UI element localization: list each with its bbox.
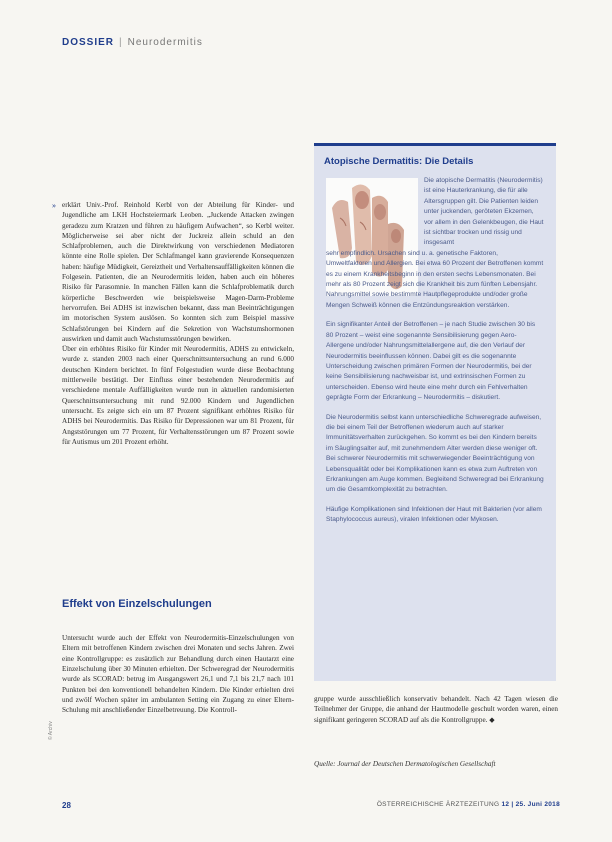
source-note: Quelle: Journal der Deutschen Dermatologischen Gesellschaft [314, 760, 496, 768]
page-footer [377, 801, 560, 808]
section-label: Neurodermitis [127, 37, 203, 48]
page-number: 28 [62, 801, 71, 810]
article-paragraph: erklärt Univ.-Prof. Reinhold Kerbl von der Abteilung für Kinder- und Jugendliche am LKH Hochsteiermark Leoben. „Juckende Attacken zwingen geradezu zum Kratzen und führen zu häufigem Aufwachen“, so Kerbl weiter. Möglicherweise sei aber nicht der Juckreiz allein schuld an den Schlafproblemen, auch die Direktwirkung von verschiedenen Mediatoren könnte eine Rolle spielen. Der Schlafmangel kann gravierende Konsequenzen haben: häufige Müdigkeit, Gereiztheit und Verhaltensauffälligkeiten können die Folgesein. Patienten, die an Neurodermitis leiden, haben auch ein höheres Risiko für Parasomnie. In manchen Fällen kann die Schlafproblematik durch körperliche Beschwerden wie beispielsweise Magen-Darm-Probleme hervorrufen. Bei ADHS ist inzwischen bekannt, dass man Beeinträchtigungen im motorischen System auslösen. So konnten sich zum Beispiel massive Schlafstörungen bei Kindern auf die Sekretion von Wachstumshormonen auswirken und damit auch Wachstumsstörungen bewirken. [62, 201, 294, 343]
article-paragraph: Über ein erhöhtes Risiko für Kinder mit Neurodermitis, ADHS zu entwickeln, wurde z. standen 2003 nach einer Querschnittsuntersuchung an rund 6.000 deutschen Kindern berichtet. In fünf Folgestudien wurde diese Beobachtung mittlerweile bestätigt. Der Einfluss einer bestehenden Neurodermitis auf verschiedene mentale Auffälligkeiten wurde nun in aktuellen randomisierten Querschnittsuntersuchung mit rund 92.000 Kindern und Jugendlichen untersucht. Es zeigte sich ein um 87 Prozent signifikant erhöhtes Risiko für ADHS bei Neurodermitis. Das Risiko für Depressionen war um 81 Prozent, für Angststörungen um 77 Prozent, für Verhaltensstörungen um 87 Prozent sowie für Autismus um 201 Prozent erhöht. [62, 345, 294, 446]
info-box-text [326, 176, 544, 526]
info-box-intro-continued: sehr empfindlich. Ursachen sind u. a. genetische Faktoren, Umweltfaktoren und Allergien. Bei etwa 60 Prozent der Betroffenen kommt es zu einem Krankheitsbeginn in den ersten sechs Lebensmonaten. Bei mehr als 80 Prozent zeigt sich die Krankheit bis zum fünften Lebensjahr. Nahrungsmittel sowie bestimmte Hautpflegeprodukte und/oder große Mengen Schweiß können die Entzündungsreaktion verstärken. [326, 249, 544, 309]
dossier-label: DOSSIER [62, 37, 115, 48]
info-box-intro: Die atopische Dermatitis (Neurodermitis) ist eine Hauterkrankung, die für alle Altersgruppen gilt. Die Patienten leiden unter juckenden, geröteten Ekzemen, vor allem in den Gelenkbeugen, die Haut ist sichtbar trocken und rissig und insgesamt [424, 177, 544, 247]
left-column-lower [62, 626, 294, 723]
issue-label: 12 | 25. Juni 2018 [501, 801, 560, 808]
info-box-paragraph: Ein signifikanter Anteil der Betroffenen – je nach Studie zwischen 30 bis 80 Prozent – weist eine sogenannte Sensibilisierung gegen Aero-Allergene und/oder Nahrungsmittelallergene auf, die den Verlauf der Neurodermitis beeinflussen können. Dabei gilt es die sogenannte Unterscheidung zwischen primären Formen der Neurodermitis, bei der keine Sensibilisierung nachweisbar ist, und extrinsischen Formen zu unterscheiden. Ebenso wird heute eine mehr durch ein Fehlverhalten geprägte Form der Erkrankung – Neurodermitis – diskutiert. [326, 321, 536, 402]
header-separator: | [119, 37, 123, 48]
article-paragraph: gruppe wurde ausschließlich konservativ behandelt. Nach 42 Tagen wiesen die Teilnehmer der Gruppe, die anhand der Hautmodelle geschult worden waren, einen signifikant geringeren SCORAD auf als die Kontrollgruppe. ◆ [314, 695, 558, 724]
info-box-paragraph: Häufige Komplikationen sind Infektionen der Haut mit Bakterien (vor allem Staphylococcus aureus), viralen Infektionen oder Mykosen. [326, 505, 542, 524]
section-subheading: Effekt von Einzelschulungen [62, 598, 212, 610]
publication-name: ÖSTERREICHISCHE ÄRZTEZEITUNG [376, 801, 500, 808]
left-column [52, 200, 294, 447]
info-box-paragraph: Die Neurodermitis selbst kann unterschiedliche Schweregrade aufweisen, die bei einem Teil der Betroffenen wiederum auch auf starker Immunitätsverhalten zurückgehen. So kommt es bei den Kindern bereits im Säuglingsalter auf, mit zunehmendem Alter werden diese weniger oft. Bei schwerer Neurodermitis mit schwerwiegender Beeinträchtigung von Lebensqualität oder bei Komplikationen kann es etwa zum Auftreten von Erkrankungen am Auge kommen. Begleitend Schweregrad bei Erkrankung um die Gesamtkomplexität zu betrachten. [326, 413, 544, 494]
info-box [314, 143, 556, 681]
article-paragraph: Untersucht wurde auch der Effekt von Neurodermitis-Einzelschulungen von Eltern mit betroffenen Kindern zwischen drei Monaten und sechs Jahren. Zwei eine Kontrollgruppe: es zusätzlich zur Behandlung durch einen Hautarzt eine Einzelschulung über 30 Minuten erhielten. Der Schweregrad der Neurodermitis wurde als SCORAD: betrug im Ausgangswert 26,1 und 7,1 bis 21,7 nach 101 Punkten bei den konventionell behandelten Kindern. Die Kinder erhielten drei und zwölf Wochen später im ambulanten Setting ein Zugang zu einer Eltern-Schulung mit anschließender Einzelbetreuung. Die Kontroll- [62, 634, 294, 715]
right-column [314, 694, 558, 725]
info-box-title: Atopische Dermatitis: Die Details [324, 156, 474, 167]
continuation-arrow-icon: » [52, 201, 56, 210]
photo-credit: © Archiv [48, 721, 54, 740]
page-header [62, 37, 203, 48]
